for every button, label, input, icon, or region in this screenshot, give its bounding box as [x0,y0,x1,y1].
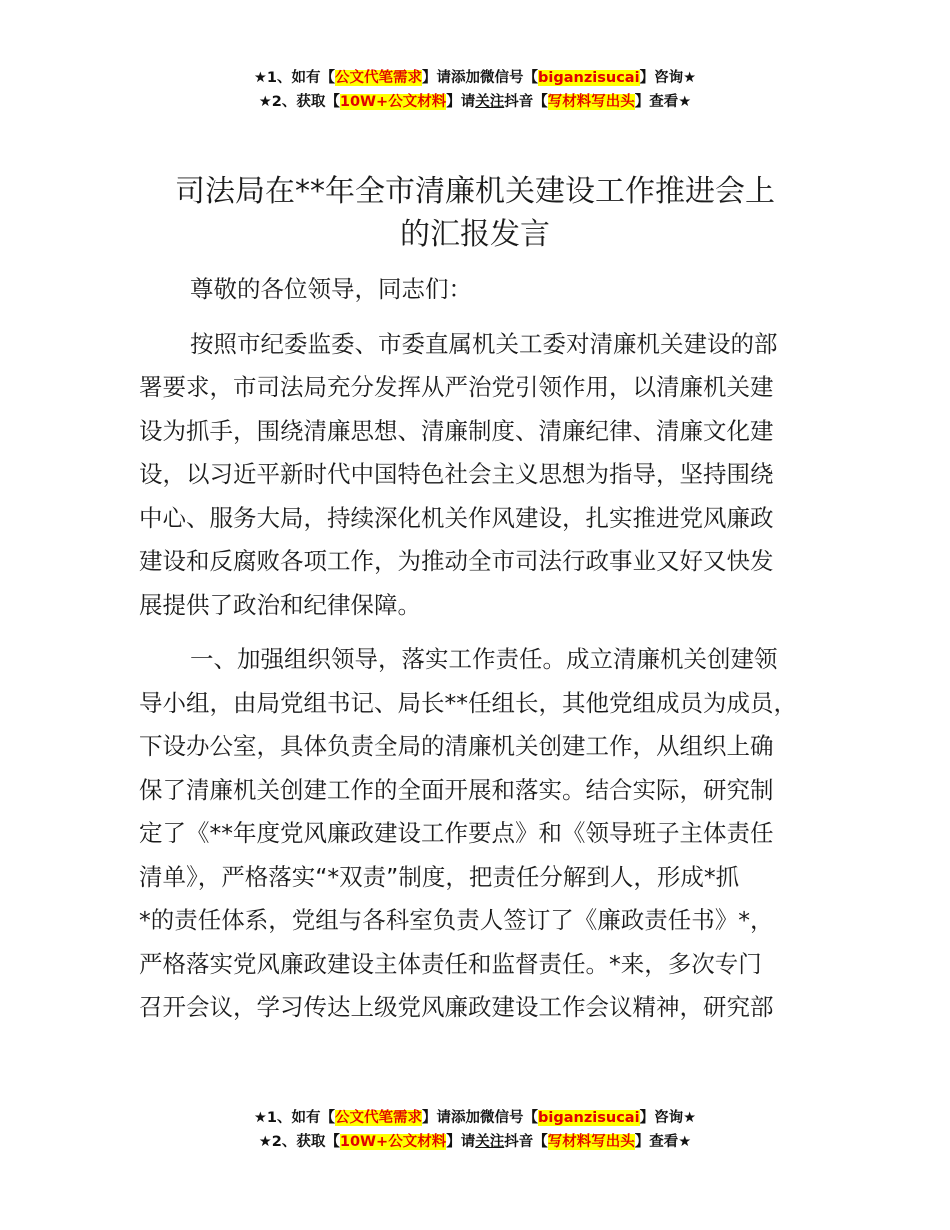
text-line: 署要求，市司法局充分发挥从严治党引领作用，以清廉机关建 [139,373,774,401]
text-line: 设，以习近平新时代中国特色社会主义思想为指导，坚持围绕 [139,460,774,488]
text-line: 下设办公室，具体负责全局的清廉机关创建工作，从组织上确 [139,732,774,760]
salutation: 尊敬的各位领导，同志们： [190,275,472,303]
banner-text: 】请添加微信号【 [422,1110,539,1126]
banner-text: 】咨询★ [639,1110,697,1126]
underlined-text: 关注 [475,1134,505,1150]
wechat-id: biganzisucai [538,1110,640,1126]
underlined-text: 关注 [475,94,505,110]
banner-line-1 [0,1106,950,1130]
text-line: 中心、服务大局，持续深化机关作风建设，扎实推进党风廉政 [139,503,774,532]
banner-text: 】查看★ [634,1134,692,1150]
banner-text: 】咨询★ [639,70,697,86]
text-line: 召开会议，学习传达上级党风廉政建设工作会议精神，研究部 [139,993,774,1021]
text-line: 展提供了政治和纪律保障。 [139,590,421,619]
text-line: 定了《**年度党风廉政建设工作要点》和《领导班子主体责任 [139,819,774,847]
banner-text: ★1、如有【 [253,70,336,86]
text-line: 按照市纪委监委、市委直属机关工委对清廉机关建设的部 [190,329,778,358]
text-line: 设为抓手，围绕清廉思想、清廉制度、清廉纪律、清廉文化建 [139,416,774,445]
banner-text: 】请 [446,94,476,110]
paragraph-2 [139,638,829,1030]
highlight-text: 公文代笔需求 [335,1110,423,1126]
text-line: *的责任体系，党组与各科室负责人签订了《廉政责任书》*， [139,906,774,934]
document-body [139,268,829,1030]
banner-line-2 [0,90,950,114]
header-banner [0,66,950,114]
text-line: 清单》，严格落实“*双责”制度，把责任分解到人，形成*抓 [139,862,740,891]
banner-text: ★2、获取【 [258,1134,340,1150]
banner-text: 】请添加微信号【 [422,70,539,86]
banner-text: 抖音【 [504,1134,548,1150]
text-line: 建设和反腐败各项工作，为推动全市司法行政事业又好又快发 [139,547,774,575]
text-line: 严格落实党风廉政建设主体责任和监督责任。*来，多次专门 [139,949,762,978]
highlight-text: 10W+公文材料 [339,94,447,110]
banner-line-2 [0,1130,950,1154]
banner-text: ★2、获取【 [258,94,340,110]
banner-text: 】请 [446,1134,476,1150]
footer-banner [0,1106,950,1154]
highlight-text: 10W+公文材料 [339,1134,447,1150]
wechat-id: biganzisucai [538,70,640,86]
highlight-text: 公文代笔需求 [335,70,423,86]
text-line: 导小组，由局党组书记、局长**任组长，其他党组成员为成员， [139,688,797,717]
banner-text: 抖音【 [504,94,548,110]
banner-text: ★1、如有【 [253,1110,336,1126]
highlight-text: 写材料写出头 [547,94,635,110]
text-line: 一、加强组织领导，落实工作责任。成立清廉机关创建领 [190,645,778,673]
title-line: 的汇报发言 [400,217,550,252]
title-line: 司法局在**年全市清廉机关建设工作推进会上 [175,174,775,209]
paragraph-1 [139,323,829,628]
banner-line-1 [0,66,950,90]
text-line: 保了清廉机关创建工作的全面开展和落实。结合实际，研究制 [139,775,774,804]
document-title [130,170,820,256]
highlight-text: 写材料写出头 [547,1134,635,1150]
banner-text: 】查看★ [634,94,692,110]
